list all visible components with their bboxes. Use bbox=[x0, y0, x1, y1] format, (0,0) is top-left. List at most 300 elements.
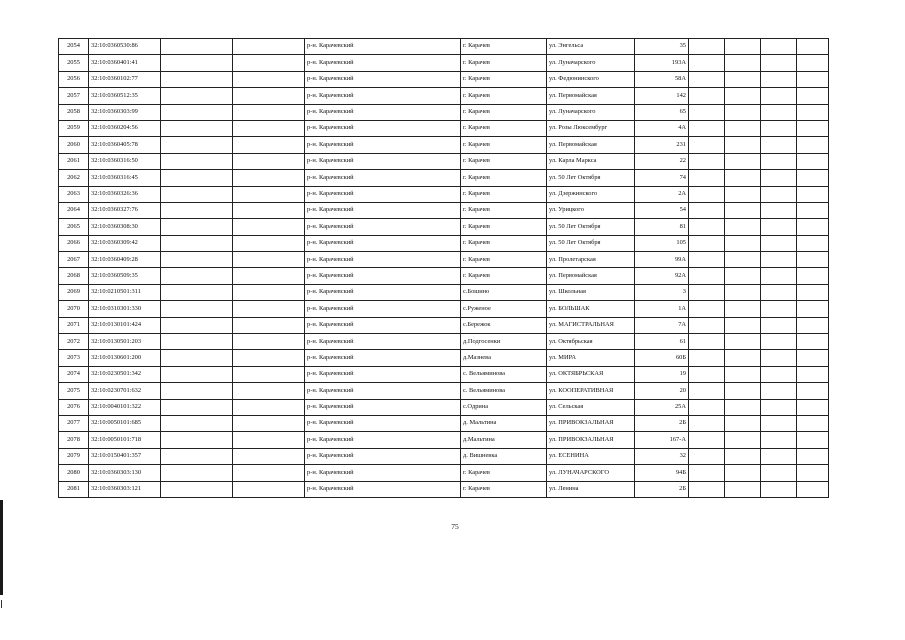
locality-cell: г. Карачев bbox=[461, 252, 547, 268]
cadastral-number: 32:10:0130101:424 bbox=[89, 317, 161, 333]
table-row bbox=[59, 334, 829, 350]
district-cell: р-н. Карачевский bbox=[305, 153, 461, 169]
locality-cell: г. Карачев bbox=[461, 71, 547, 87]
cadastral-number: 32:10:0360308:30 bbox=[89, 219, 161, 235]
row-number: 2066 bbox=[59, 235, 89, 251]
table-row bbox=[59, 39, 829, 55]
empty-cell bbox=[689, 137, 725, 153]
empty-cell bbox=[233, 399, 305, 415]
empty-cell bbox=[161, 252, 233, 268]
empty-cell bbox=[761, 71, 797, 87]
cadastral-number: 32:10:0210501:311 bbox=[89, 284, 161, 300]
empty-cell bbox=[797, 317, 829, 333]
street-cell: ул. 50 Лет Октября bbox=[547, 235, 635, 251]
empty-cell bbox=[161, 334, 233, 350]
street-cell: ул. Сельская bbox=[547, 399, 635, 415]
empty-cell bbox=[797, 465, 829, 481]
empty-cell bbox=[233, 202, 305, 218]
locality-cell: д. Вишневка bbox=[461, 448, 547, 464]
row-number: 2055 bbox=[59, 55, 89, 71]
street-cell: ул. Розы Люксембург bbox=[547, 120, 635, 136]
empty-cell bbox=[161, 268, 233, 284]
locality-cell: с. Вельяминова bbox=[461, 366, 547, 382]
row-number: 2078 bbox=[59, 432, 89, 448]
empty-cell bbox=[161, 415, 233, 431]
locality-cell: г. Карачев bbox=[461, 268, 547, 284]
empty-cell bbox=[797, 268, 829, 284]
empty-cell bbox=[689, 334, 725, 350]
empty-cell bbox=[689, 202, 725, 218]
locality-cell: д.Мальтина bbox=[461, 432, 547, 448]
cadastral-number: 32:10:0130501:203 bbox=[89, 334, 161, 350]
empty-cell bbox=[725, 120, 761, 136]
table-row bbox=[59, 252, 829, 268]
locality-cell: г. Карачев bbox=[461, 170, 547, 186]
empty-cell bbox=[761, 301, 797, 317]
empty-cell bbox=[689, 366, 725, 382]
street-cell: ул. Луначарского bbox=[547, 55, 635, 71]
row-number: 2061 bbox=[59, 153, 89, 169]
house-number: 193А bbox=[635, 55, 689, 71]
row-number: 2077 bbox=[59, 415, 89, 431]
empty-cell bbox=[725, 202, 761, 218]
cadastral-number: 32:10:0360401:41 bbox=[89, 55, 161, 71]
district-cell: р-н. Карачевский bbox=[305, 55, 461, 71]
street-cell: ул. ОКТЯБРЬСКАЯ bbox=[547, 366, 635, 382]
empty-cell bbox=[233, 383, 305, 399]
empty-cell bbox=[725, 481, 761, 497]
district-cell: р-н. Карачевский bbox=[305, 334, 461, 350]
empty-cell bbox=[233, 219, 305, 235]
empty-cell bbox=[689, 39, 725, 55]
empty-cell bbox=[797, 383, 829, 399]
empty-cell bbox=[161, 120, 233, 136]
empty-cell bbox=[689, 235, 725, 251]
empty-cell bbox=[233, 71, 305, 87]
empty-cell bbox=[689, 317, 725, 333]
street-cell: ул. ЕСЕНИНА bbox=[547, 448, 635, 464]
cadastral-number: 32:10:0360309:42 bbox=[89, 235, 161, 251]
empty-cell bbox=[233, 415, 305, 431]
empty-cell bbox=[761, 170, 797, 186]
table-row bbox=[59, 153, 829, 169]
house-number: 105 bbox=[635, 235, 689, 251]
table-row bbox=[59, 317, 829, 333]
street-cell: ул. Луначарского bbox=[547, 104, 635, 120]
district-cell: р-н. Карачевский bbox=[305, 448, 461, 464]
street-cell: ул. ПРИВОКЗАЛЬНАЯ bbox=[547, 415, 635, 431]
street-cell: ул. КООПЕРАТИВНАЯ bbox=[547, 383, 635, 399]
street-cell: ул. Октябрьская bbox=[547, 334, 635, 350]
house-number: 65 bbox=[635, 104, 689, 120]
table-row bbox=[59, 120, 829, 136]
locality-cell: с.Бошино bbox=[461, 284, 547, 300]
empty-cell bbox=[725, 235, 761, 251]
house-number: 60Б bbox=[635, 350, 689, 366]
locality-cell: с.Бережок bbox=[461, 317, 547, 333]
empty-cell bbox=[689, 350, 725, 366]
empty-cell bbox=[689, 120, 725, 136]
empty-cell bbox=[761, 39, 797, 55]
empty-cell bbox=[689, 284, 725, 300]
empty-cell bbox=[689, 55, 725, 71]
empty-cell bbox=[761, 448, 797, 464]
empty-cell bbox=[725, 88, 761, 104]
house-number: 2Б bbox=[635, 415, 689, 431]
table-row bbox=[59, 88, 829, 104]
district-cell: р-н. Карачевский bbox=[305, 170, 461, 186]
cadastral-number: 32:10:0360204:56 bbox=[89, 120, 161, 136]
empty-cell bbox=[233, 366, 305, 382]
empty-cell bbox=[725, 104, 761, 120]
street-cell: ул. Карла Маркса bbox=[547, 153, 635, 169]
empty-cell bbox=[233, 317, 305, 333]
empty-cell bbox=[161, 465, 233, 481]
locality-cell: г. Карачев bbox=[461, 88, 547, 104]
cadastral-number: 32:10:0360303:130 bbox=[89, 465, 161, 481]
empty-cell bbox=[161, 104, 233, 120]
street-cell: ул. МАГИСТРАЛЬНАЯ bbox=[547, 317, 635, 333]
empty-cell bbox=[725, 317, 761, 333]
street-cell: ул. МИРА bbox=[547, 350, 635, 366]
locality-cell: г. Карачев bbox=[461, 465, 547, 481]
cadastral-number: 32:10:0360327:76 bbox=[89, 202, 161, 218]
empty-cell bbox=[161, 39, 233, 55]
cadastral-number: 32:10:0040101:322 bbox=[89, 399, 161, 415]
empty-cell bbox=[761, 120, 797, 136]
row-number: 2068 bbox=[59, 268, 89, 284]
empty-cell bbox=[761, 219, 797, 235]
empty-cell bbox=[161, 448, 233, 464]
empty-cell bbox=[797, 399, 829, 415]
empty-cell bbox=[761, 415, 797, 431]
locality-cell: с.Руженое bbox=[461, 301, 547, 317]
empty-cell bbox=[797, 432, 829, 448]
row-number: 2081 bbox=[59, 481, 89, 497]
cadastral-number: 32:10:0360316:45 bbox=[89, 170, 161, 186]
empty-cell bbox=[161, 71, 233, 87]
empty-cell bbox=[797, 137, 829, 153]
empty-cell bbox=[725, 219, 761, 235]
empty-cell bbox=[233, 153, 305, 169]
empty-cell bbox=[161, 301, 233, 317]
empty-cell bbox=[161, 383, 233, 399]
house-number: 167-А bbox=[635, 432, 689, 448]
empty-cell bbox=[161, 186, 233, 202]
empty-cell bbox=[233, 88, 305, 104]
district-cell: р-н. Карачевский bbox=[305, 465, 461, 481]
empty-cell bbox=[725, 301, 761, 317]
house-number: 142 bbox=[635, 88, 689, 104]
locality-cell: г. Карачев bbox=[461, 186, 547, 202]
empty-cell bbox=[233, 301, 305, 317]
row-number: 2072 bbox=[59, 334, 89, 350]
empty-cell bbox=[689, 153, 725, 169]
empty-cell bbox=[725, 465, 761, 481]
empty-cell bbox=[233, 252, 305, 268]
empty-cell bbox=[689, 88, 725, 104]
empty-cell bbox=[725, 153, 761, 169]
locality-cell: г. Карачев bbox=[461, 39, 547, 55]
empty-cell bbox=[761, 481, 797, 497]
empty-cell bbox=[761, 137, 797, 153]
street-cell: ул. 50 Лет Октября bbox=[547, 170, 635, 186]
empty-cell bbox=[797, 481, 829, 497]
empty-cell bbox=[689, 252, 725, 268]
empty-cell bbox=[761, 202, 797, 218]
empty-cell bbox=[761, 334, 797, 350]
empty-cell bbox=[233, 268, 305, 284]
empty-cell bbox=[233, 481, 305, 497]
empty-cell bbox=[797, 415, 829, 431]
table-row bbox=[59, 415, 829, 431]
empty-cell bbox=[689, 301, 725, 317]
empty-cell bbox=[161, 170, 233, 186]
cadastral-number: 32:10:0230701:632 bbox=[89, 383, 161, 399]
street-cell: ул. БОЛЬШАК bbox=[547, 301, 635, 317]
empty-cell bbox=[161, 153, 233, 169]
empty-cell bbox=[161, 202, 233, 218]
house-number: 99А bbox=[635, 252, 689, 268]
empty-cell bbox=[797, 186, 829, 202]
empty-cell bbox=[725, 350, 761, 366]
district-cell: р-н. Карачевский bbox=[305, 88, 461, 104]
empty-cell bbox=[725, 71, 761, 87]
empty-cell bbox=[797, 104, 829, 120]
empty-cell bbox=[761, 399, 797, 415]
cadastral-number: 32:10:0360303:99 bbox=[89, 104, 161, 120]
house-number: 22 bbox=[635, 153, 689, 169]
empty-cell bbox=[797, 71, 829, 87]
locality-cell: с. Вельяминова bbox=[461, 383, 547, 399]
house-number: 20 bbox=[635, 383, 689, 399]
locality-cell: г. Карачев bbox=[461, 235, 547, 251]
empty-cell bbox=[161, 88, 233, 104]
district-cell: р-н. Карачевский bbox=[305, 137, 461, 153]
empty-cell bbox=[161, 284, 233, 300]
empty-cell bbox=[161, 219, 233, 235]
table-row bbox=[59, 350, 829, 366]
street-cell: ул. 50 Лет Октября bbox=[547, 219, 635, 235]
empty-cell bbox=[761, 235, 797, 251]
empty-cell bbox=[689, 481, 725, 497]
row-number: 2070 bbox=[59, 301, 89, 317]
empty-cell bbox=[161, 399, 233, 415]
empty-cell bbox=[689, 399, 725, 415]
empty-cell bbox=[725, 268, 761, 284]
locality-cell: д. Мальтина bbox=[461, 415, 547, 431]
district-cell: р-н. Карачевский bbox=[305, 481, 461, 497]
street-cell: ул. Дзержинского bbox=[547, 186, 635, 202]
district-cell: р-н. Карачевский bbox=[305, 252, 461, 268]
empty-cell bbox=[797, 284, 829, 300]
table-row bbox=[59, 71, 829, 87]
cadastral-number: 32:10:0360326:36 bbox=[89, 186, 161, 202]
empty-cell bbox=[725, 334, 761, 350]
empty-cell bbox=[725, 448, 761, 464]
table-row bbox=[59, 383, 829, 399]
empty-cell bbox=[689, 415, 725, 431]
street-cell: ул. Федюнинского bbox=[547, 71, 635, 87]
row-number: 2069 bbox=[59, 284, 89, 300]
house-number: 58А bbox=[635, 71, 689, 87]
table-row bbox=[59, 284, 829, 300]
district-cell: р-н. Карачевский bbox=[305, 104, 461, 120]
cadastral-number: 32:10:0310301:330 bbox=[89, 301, 161, 317]
house-number: 2А bbox=[635, 186, 689, 202]
street-cell: ул. Пролетарская bbox=[547, 252, 635, 268]
row-number: 2057 bbox=[59, 88, 89, 104]
empty-cell bbox=[161, 366, 233, 382]
empty-cell bbox=[161, 481, 233, 497]
cadastral-number: 32:10:0360316:50 bbox=[89, 153, 161, 169]
empty-cell bbox=[725, 186, 761, 202]
district-cell: р-н. Карачевский bbox=[305, 432, 461, 448]
empty-cell bbox=[761, 104, 797, 120]
row-number: 2071 bbox=[59, 317, 89, 333]
empty-cell bbox=[233, 55, 305, 71]
row-number: 2073 bbox=[59, 350, 89, 366]
row-number: 2079 bbox=[59, 448, 89, 464]
empty-cell bbox=[161, 137, 233, 153]
table-row bbox=[59, 301, 829, 317]
empty-cell bbox=[233, 284, 305, 300]
row-number: 2060 bbox=[59, 137, 89, 153]
cadastral-number: 32:10:0150401:357 bbox=[89, 448, 161, 464]
empty-cell bbox=[797, 55, 829, 71]
row-number: 2056 bbox=[59, 71, 89, 87]
empty-cell bbox=[689, 104, 725, 120]
locality-cell: г. Карачев bbox=[461, 219, 547, 235]
empty-cell bbox=[761, 350, 797, 366]
empty-cell bbox=[761, 383, 797, 399]
house-number: 94Б bbox=[635, 465, 689, 481]
locality-cell: г. Карачев bbox=[461, 137, 547, 153]
empty-cell bbox=[761, 55, 797, 71]
empty-cell bbox=[797, 334, 829, 350]
locality-cell: д.Мазнева bbox=[461, 350, 547, 366]
district-cell: р-н. Карачевский bbox=[305, 71, 461, 87]
empty-cell bbox=[761, 465, 797, 481]
empty-cell bbox=[725, 366, 761, 382]
empty-cell bbox=[689, 170, 725, 186]
cadastral-number: 32:10:0360303:121 bbox=[89, 481, 161, 497]
empty-cell bbox=[797, 170, 829, 186]
empty-cell bbox=[761, 268, 797, 284]
empty-cell bbox=[233, 334, 305, 350]
cadastral-number: 32:10:0050101:718 bbox=[89, 432, 161, 448]
house-number: 4А bbox=[635, 120, 689, 136]
house-number: 81 bbox=[635, 219, 689, 235]
empty-cell bbox=[725, 55, 761, 71]
cadastral-number: 32:10:0360405:78 bbox=[89, 137, 161, 153]
row-number: 2054 bbox=[59, 39, 89, 55]
table-row bbox=[59, 202, 829, 218]
locality-cell: д.Подгосенки bbox=[461, 334, 547, 350]
empty-cell bbox=[689, 465, 725, 481]
street-cell: ул. Первомайская bbox=[547, 88, 635, 104]
empty-cell bbox=[689, 448, 725, 464]
page-number: 75 bbox=[451, 522, 459, 531]
empty-cell bbox=[233, 170, 305, 186]
empty-cell bbox=[233, 186, 305, 202]
district-cell: р-н. Карачевский bbox=[305, 301, 461, 317]
empty-cell bbox=[761, 284, 797, 300]
empty-cell bbox=[797, 120, 829, 136]
house-number: 35 bbox=[635, 39, 689, 55]
cadastral-number: 32:10:0360509:35 bbox=[89, 268, 161, 284]
row-number: 2062 bbox=[59, 170, 89, 186]
empty-cell bbox=[689, 186, 725, 202]
table-row bbox=[59, 448, 829, 464]
empty-cell bbox=[725, 252, 761, 268]
row-number: 2080 bbox=[59, 465, 89, 481]
empty-cell bbox=[233, 350, 305, 366]
district-cell: р-н. Карачевский bbox=[305, 120, 461, 136]
house-number: 74 bbox=[635, 170, 689, 186]
empty-cell bbox=[233, 39, 305, 55]
scan-edge-mark bbox=[0, 500, 3, 595]
table-row bbox=[59, 137, 829, 153]
table-row bbox=[59, 235, 829, 251]
district-cell: р-н. Карачевский bbox=[305, 268, 461, 284]
table-row bbox=[59, 465, 829, 481]
row-number: 2059 bbox=[59, 120, 89, 136]
cadastral-number: 32:10:0360102:77 bbox=[89, 71, 161, 87]
registry-body bbox=[59, 39, 829, 498]
district-cell: р-н. Карачевский bbox=[305, 317, 461, 333]
empty-cell bbox=[797, 88, 829, 104]
empty-cell bbox=[233, 137, 305, 153]
house-number: 25А bbox=[635, 399, 689, 415]
row-number: 2074 bbox=[59, 366, 89, 382]
locality-cell: г. Карачев bbox=[461, 55, 547, 71]
empty-cell bbox=[797, 219, 829, 235]
table-row bbox=[59, 55, 829, 71]
empty-cell bbox=[761, 153, 797, 169]
empty-cell bbox=[761, 366, 797, 382]
empty-cell bbox=[797, 252, 829, 268]
house-number: 7А bbox=[635, 317, 689, 333]
empty-cell bbox=[797, 366, 829, 382]
empty-cell bbox=[797, 448, 829, 464]
empty-cell bbox=[161, 432, 233, 448]
empty-cell bbox=[797, 235, 829, 251]
district-cell: р-н. Карачевский bbox=[305, 284, 461, 300]
empty-cell bbox=[233, 432, 305, 448]
locality-cell: с.Одрина bbox=[461, 399, 547, 415]
street-cell: ул. ЛУНАЧАРСКОГО bbox=[547, 465, 635, 481]
empty-cell bbox=[233, 120, 305, 136]
house-number: 54 bbox=[635, 202, 689, 218]
empty-cell bbox=[233, 235, 305, 251]
empty-cell bbox=[797, 39, 829, 55]
district-cell: р-н. Карачевский bbox=[305, 186, 461, 202]
empty-cell bbox=[725, 432, 761, 448]
street-cell: ул. ПРИВОКЗАЛЬНАЯ bbox=[547, 432, 635, 448]
empty-cell bbox=[797, 202, 829, 218]
cadastral-number: 32:10:0360409:28 bbox=[89, 252, 161, 268]
empty-cell bbox=[725, 170, 761, 186]
empty-cell bbox=[761, 432, 797, 448]
locality-cell: г. Карачев bbox=[461, 153, 547, 169]
empty-cell bbox=[689, 432, 725, 448]
empty-cell bbox=[761, 88, 797, 104]
district-cell: р-н. Карачевский bbox=[305, 39, 461, 55]
locality-cell: г. Карачев bbox=[461, 202, 547, 218]
table-row bbox=[59, 481, 829, 497]
table-row bbox=[59, 170, 829, 186]
